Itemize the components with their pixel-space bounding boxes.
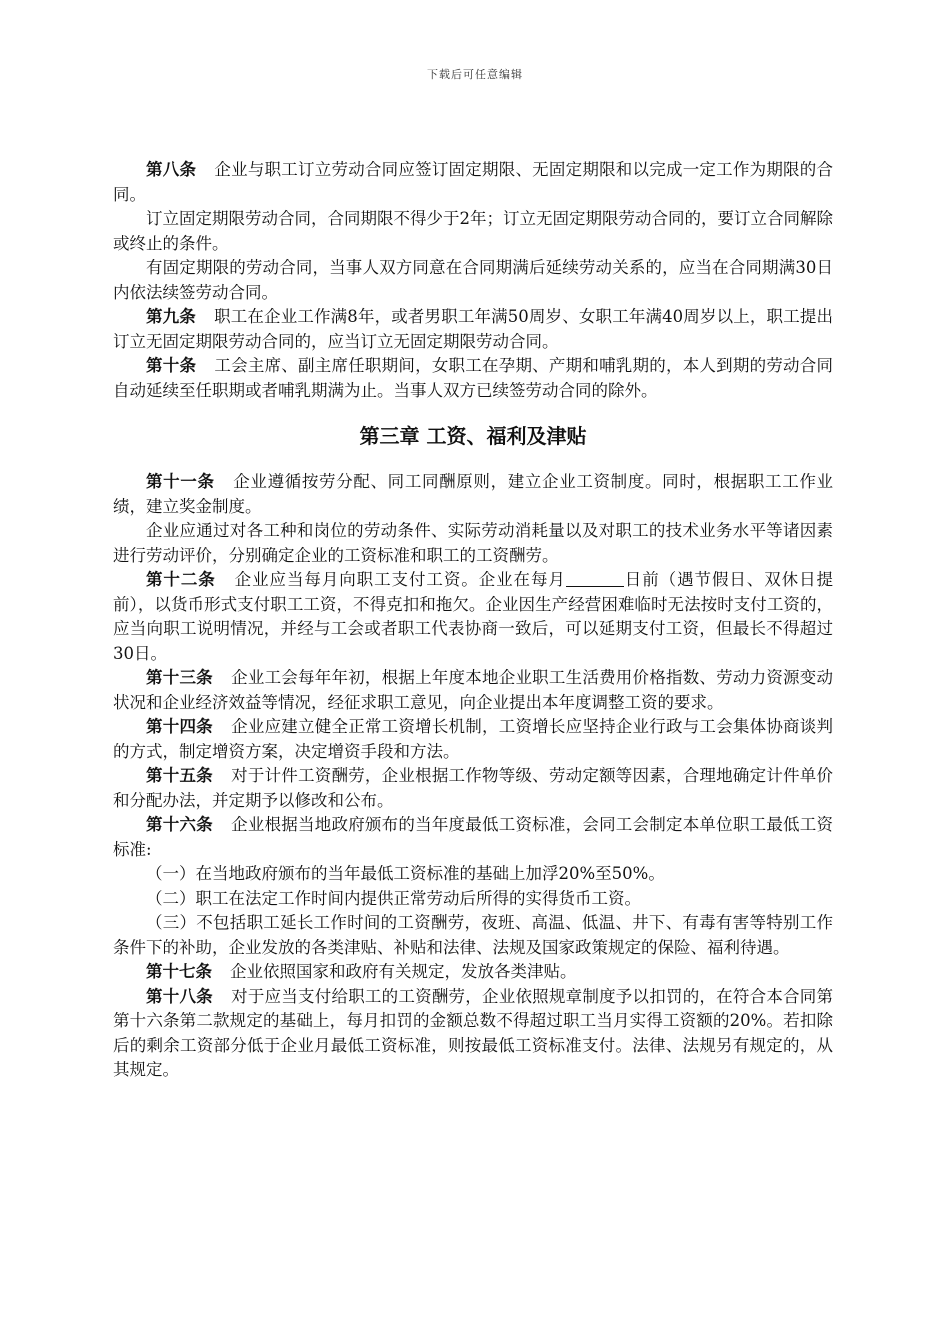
list-item: （二）职工在法定工作时间内提供正常劳动后所得的实得货币工资。 <box>146 888 641 908</box>
paragraph-text: 企业应通过对各工种和岗位的劳动条件、实际劳动消耗量以及对职工的技术业务水平等诸因素进行劳动评价，分别确定企业的工资标准和职工的工资酬劳。 <box>113 521 833 565</box>
article-17 <box>113 960 833 985</box>
paragraph-text: 订立固定期限劳动合同，合同期限不得少于2年；订立无固定期限劳动合同的，要订立合同解除或终止的条件。 <box>113 209 833 253</box>
payday-blank <box>566 570 624 587</box>
article-number: 第十七条 <box>146 962 212 981</box>
article-number: 第十条 <box>146 356 197 375</box>
article-10 <box>113 354 833 403</box>
article-text: 企业与职工订立劳动合同应签订固定期限、无固定期限和以完成一定工作为期限的合同。 <box>113 160 834 204</box>
article-14 <box>113 715 833 764</box>
article-number: 第十四条 <box>146 717 213 736</box>
article-8-paragraph-3 <box>113 256 833 305</box>
article-8 <box>113 158 833 207</box>
article-number: 第九条 <box>146 307 196 326</box>
article-9 <box>113 305 833 354</box>
article-text: 企业遵循按劳分配、同工同酬原则，建立企业工资制度。同时，根据职工工作业绩，建立奖金制度。 <box>113 472 834 516</box>
document-body <box>113 158 833 1083</box>
article-text: 对于计件工资酬劳，企业根据工作物等级、劳动定额等因素，合理地确定计件单价和分配办法，并定期予以修改和公布。 <box>113 766 834 810</box>
list-item: （一）在当地政府颁布的当年最低工资标准的基础上加浮20%至50%。 <box>146 864 665 883</box>
list-item: （三）不包括职工延长工作时间的工资酬劳，夜班、高温、低温、井下、有毒有害等特别工作条件下的补助，企业发放的各类津贴、补贴和法律、法规及国家政策规定的保险、福利待遇。 <box>113 913 833 957</box>
article-number: 第十六条 <box>146 815 213 834</box>
article-number: 第十三条 <box>146 668 213 687</box>
article-text: 对于应当支付给职工的工资酬劳，企业依照规章制度予以扣罚的，在符合本合同第第十六条第二款规定的基础上，每月扣罚的金额总数不得超过职工当月实得工资额的20%。若扣除后的剩余工资部分低于企业月最低工资标准，则按最低工资标准支付。法律、法规另有规定的，从其规定。 <box>113 986 834 1079</box>
article-text: 企业根据当地政府颁布的当年度最低工资标准，会同工会制定本单位职工最低工资标准: <box>113 815 834 859</box>
chapter-title: 第三章 工资、福利及津贴 <box>359 424 587 448</box>
article-13 <box>113 666 833 715</box>
article-15 <box>113 764 833 813</box>
article-11-paragraph-2 <box>113 519 833 568</box>
paragraph-text: 有固定期限的劳动合同，当事人双方同意在合同期满后延续劳动关系的，应当在合同期满30日内依法续签劳动合同。 <box>113 258 833 302</box>
article-text: 企业依照国家和政府有关规定，发放各类津贴。 <box>230 962 577 981</box>
article-text-continued: 日前（遇节假日、双休日提前），以货币形式支付职工工资，不得克扣和拖欠。企业因生产经营困难临时无法按时支付工资的，应当向职工说明情况，并经与工会或者职工代表协商一致后，可以延期支付工资，但最长不得超过30日。 <box>113 570 834 663</box>
article-text: 企业工会每年年初，根据上年度本地企业职工生活费用价格指数、劳动力资源变动状况和企业经济效益等情况，经征求职工意见，向企业提出本年度调整工资的要求。 <box>113 668 834 712</box>
article-12 <box>113 568 833 666</box>
article-number: 第十二条 <box>146 570 216 589</box>
article-16 <box>113 813 833 862</box>
page-header-note: 下载后可任意编辑 <box>427 68 523 81</box>
article-text: 企业应建立健全正常工资增长机制，工资增长应坚持企业行政与工会集体协商谈判的方式，制定增资方案，决定增资手段和方法。 <box>113 717 834 761</box>
article-number: 第八条 <box>146 160 197 179</box>
article-text: 企业应当每月向职工支付工资。企业在每月 <box>233 570 566 589</box>
article-text: 工会主席、副主席任职期间，女职工在孕期、产期和哺乳期的，本人到期的劳动合同自动延续至任职期或者哺乳期满为止。当事人双方已续签劳动合同的除外。 <box>113 356 834 400</box>
article-number: 第十五条 <box>146 766 213 785</box>
article-8-paragraph-2 <box>113 207 833 256</box>
article-11 <box>113 470 833 519</box>
article-text: 职工在企业工作满8年，或者男职工年满50周岁、女职工年满40周岁以上，职工提出订立无固定期限劳动合同的，应当订立无固定期限劳动合同。 <box>113 307 833 351</box>
article-number: 第十八条 <box>146 986 213 1006</box>
article-18 <box>113 985 833 1083</box>
article-number: 第十一条 <box>146 472 215 491</box>
